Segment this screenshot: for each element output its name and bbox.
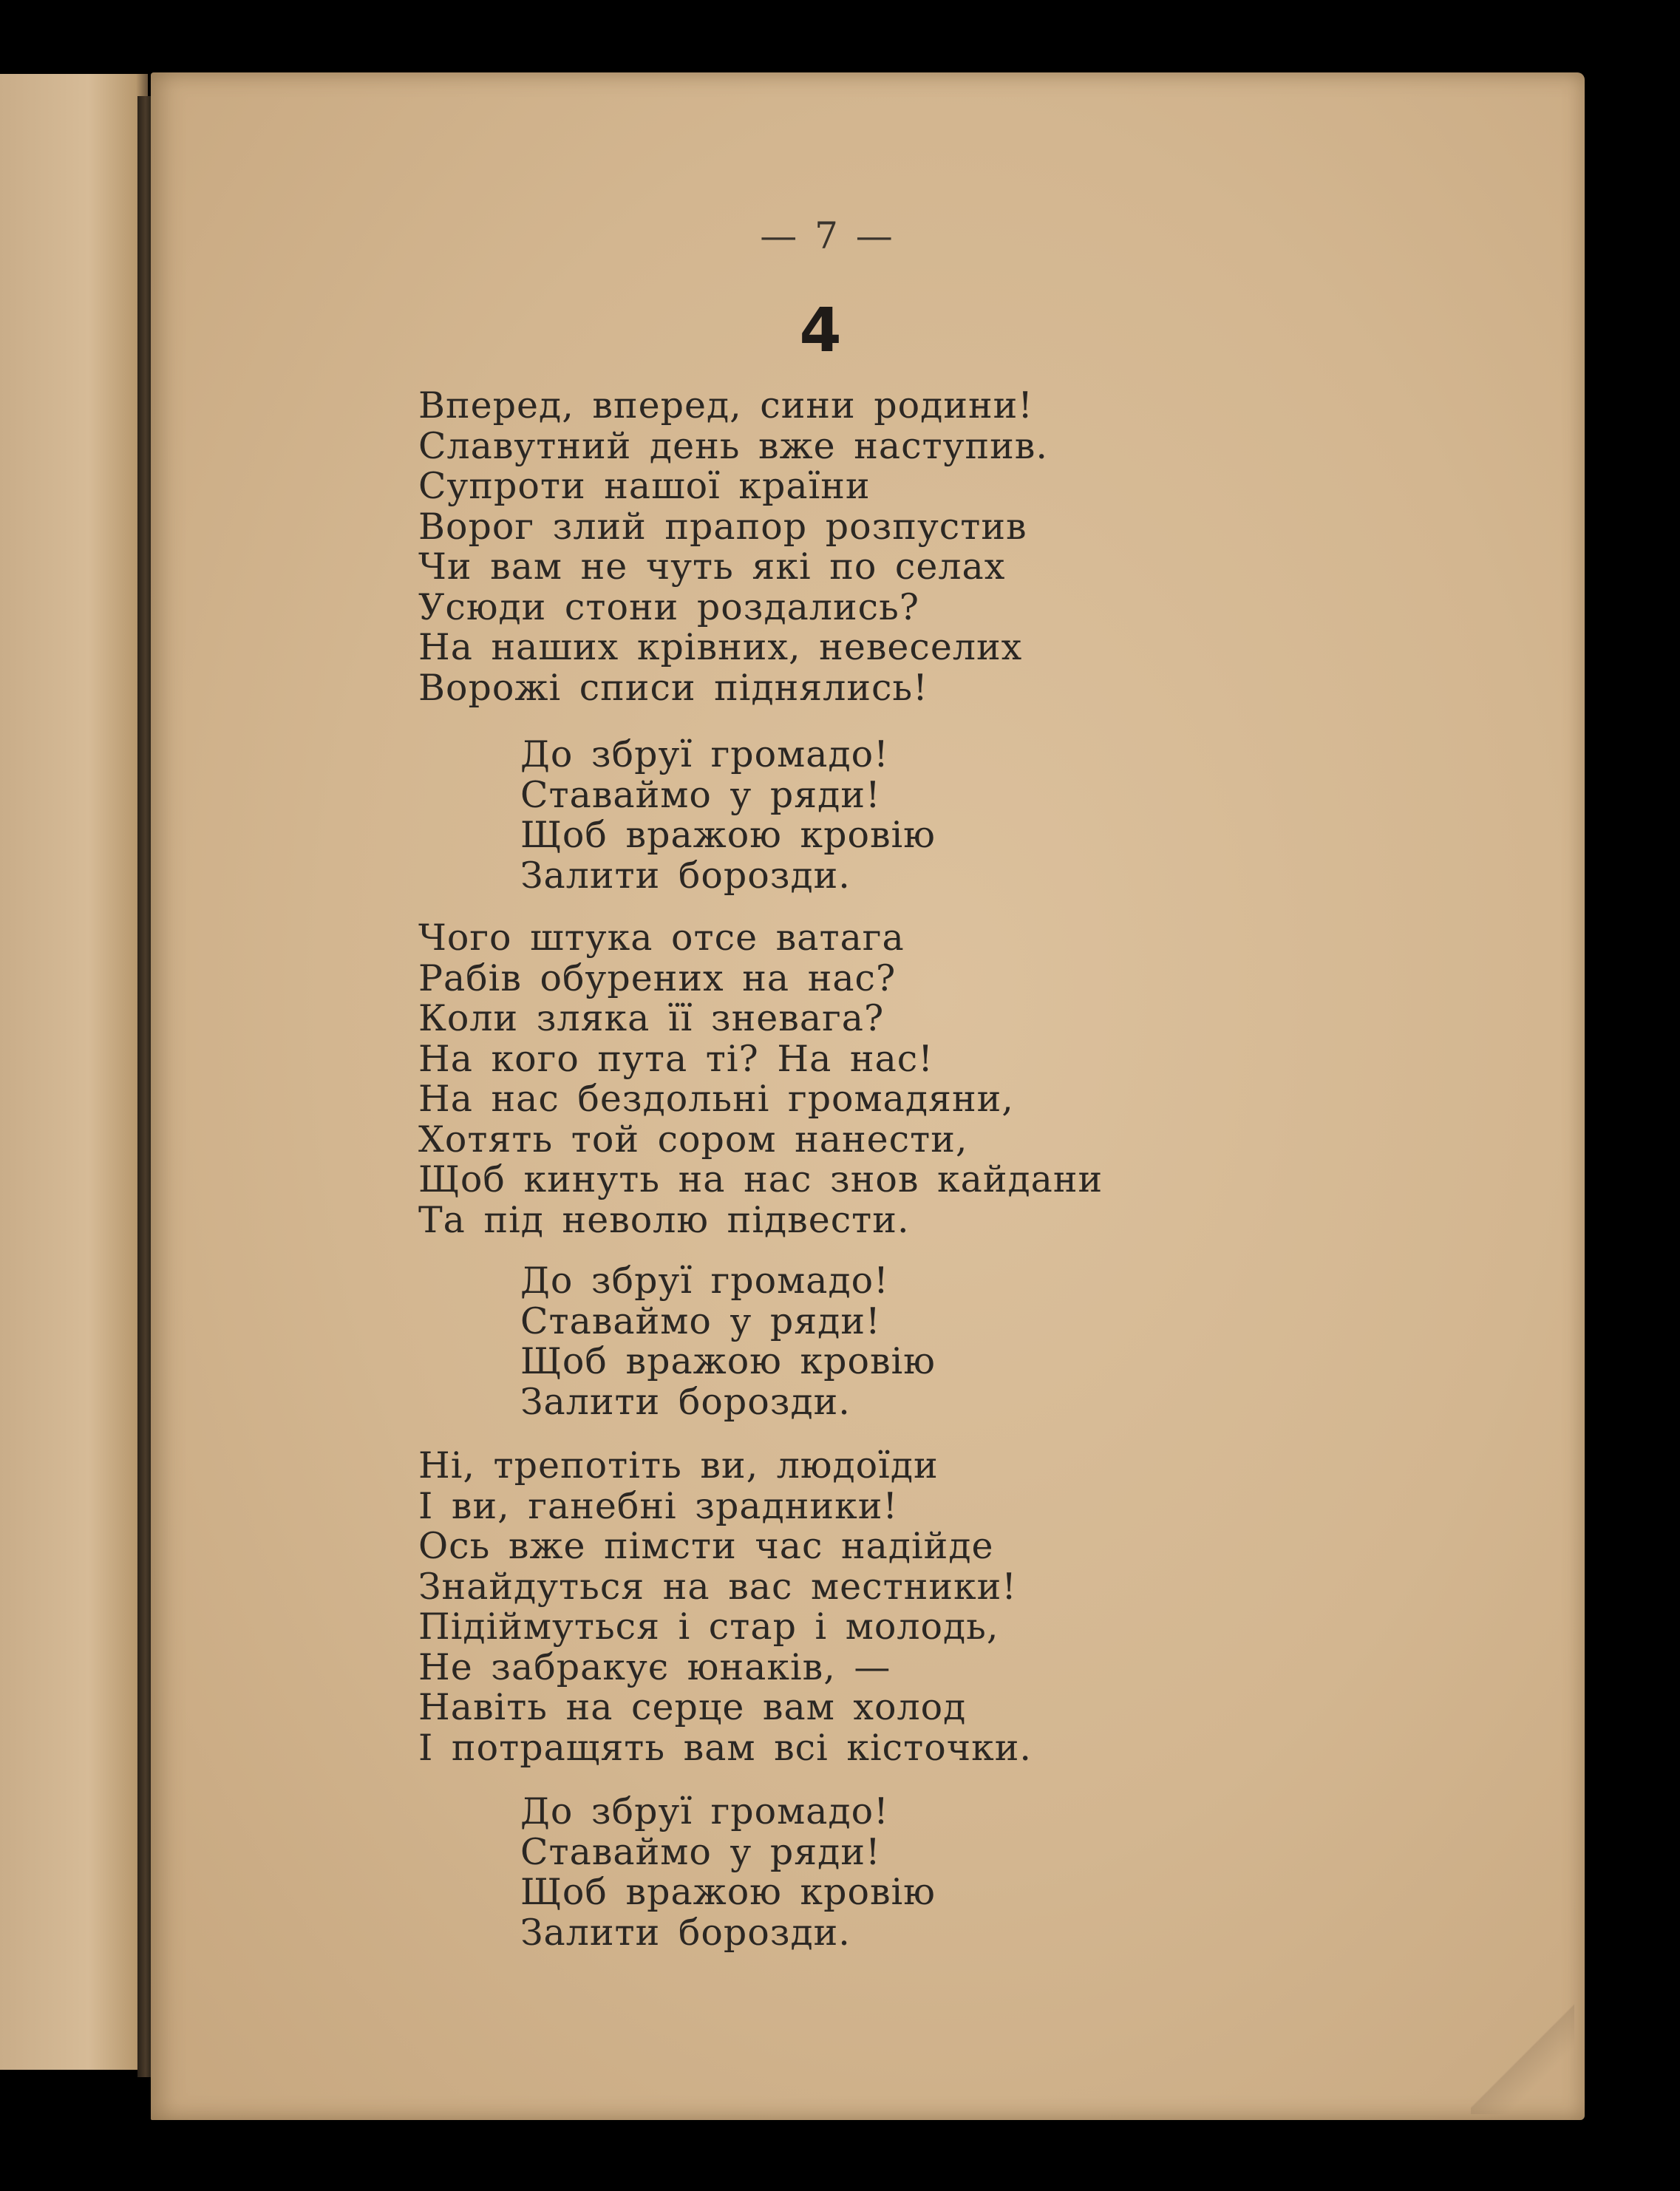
refrain-line: Щоб вражою кровію (520, 1340, 936, 1382)
verse-line: Навіть на серце вам холод (418, 1686, 967, 1728)
verse-line: І ви, ганебні зрадники! (418, 1484, 899, 1527)
refrain-line: Ставаймо у ряди! (520, 773, 881, 816)
verse-line: Хотять той сором нанести, (418, 1118, 968, 1161)
refrain-3 (520, 1792, 936, 1953)
verse-line: Знайдуться на вас местники! (418, 1565, 1017, 1608)
verse-line: Чи вам не чуть які по селах (418, 546, 1006, 588)
refrain-line: До збруї громадо! (520, 733, 889, 775)
verse-line: Та під неволю підвести. (418, 1198, 910, 1241)
verse-line: Чого штука отсе ватага (418, 917, 905, 959)
refrain-line: Залити борозди. (520, 1380, 851, 1423)
verse-line: Славутний день вже наступив. (418, 424, 1048, 467)
refrain-line: Залити борозди. (520, 1911, 851, 1954)
verse-line: Ворог злий прапор розпустив (418, 505, 1027, 548)
verse-line: Щоб кинуть на нас знов кайдани (418, 1158, 1103, 1200)
verse-line: На нас бездольні громадяни, (418, 1078, 1014, 1120)
refrain-line: До збруї громадо! (520, 1790, 889, 1832)
verse-line: Коли зляка її зневага? (418, 997, 885, 1039)
refrain-line: Залити борозди. (520, 854, 851, 897)
verse-line: Ось вже пімсти час надійде (418, 1525, 994, 1567)
refrain-line: До збруї громадо! (520, 1260, 889, 1302)
verse-line: На наших крівних, невеселих (418, 626, 1023, 668)
verse-line: Вперед, вперед, сини родини! (418, 384, 1033, 427)
verse-line: Супроти нашої країни (418, 465, 871, 507)
verse-line: На кого пута ті? На нас! (418, 1037, 933, 1080)
verse-line: Усюди стони роздались? (418, 585, 920, 628)
refrain-line: Ставаймо у ряди! (520, 1300, 881, 1342)
verse-line: Підіймуться і стар і молодь, (418, 1606, 999, 1648)
page-number: — 7 — (760, 214, 896, 257)
verse-line: Ні, трепотіть ви, людоїди (418, 1444, 939, 1487)
verse-line: Ворожі списи піднялись! (418, 666, 928, 709)
verse-line: І потращять вам всі кісточки. (418, 1726, 1032, 1769)
verse-line: Рабів обурених на нас? (418, 957, 897, 999)
verse-line: Не забракує юнаків, — (418, 1645, 891, 1688)
stanza-2 (418, 918, 1103, 1240)
refrain-2 (520, 1261, 936, 1422)
refrain-1 (520, 735, 936, 896)
refrain-line: Щоб вражою кровію (520, 814, 936, 856)
refrain-line: Щоб вражою кровію (520, 1871, 936, 1913)
stanza-3 (418, 1446, 1032, 1768)
poem-number: 4 (799, 296, 842, 366)
stanza-1 (418, 386, 1048, 708)
refrain-line: Ставаймо у ряди! (520, 1830, 881, 1873)
